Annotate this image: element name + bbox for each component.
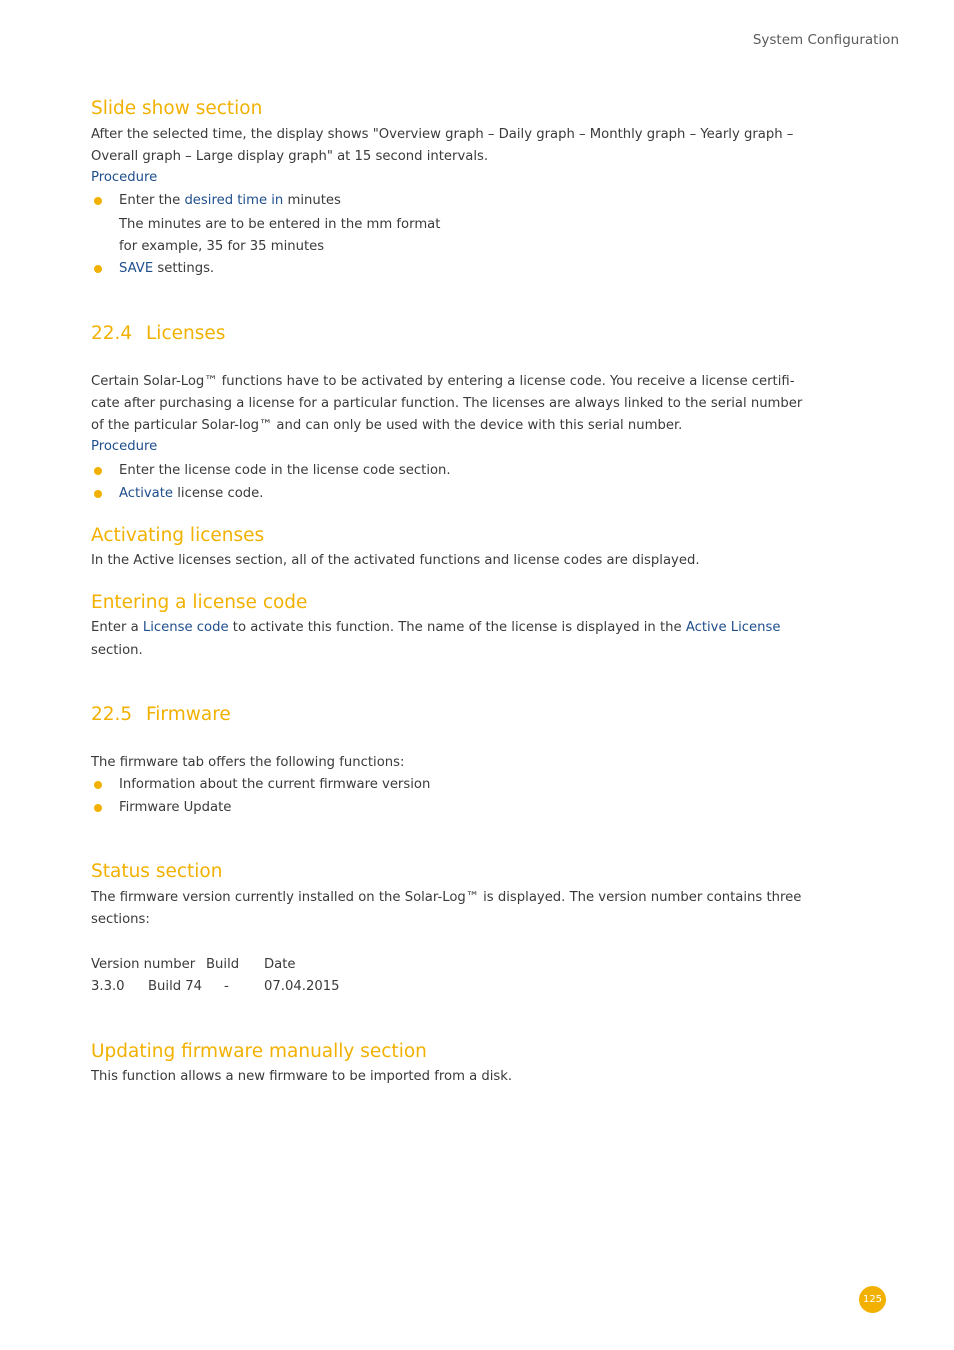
section-number: 22.4	[91, 323, 133, 344]
slideshow-procedure-label: Procedure	[91, 170, 158, 185]
bullet-dot-icon	[94, 804, 102, 812]
firmware-intro: The firmware tab offers the following functions:	[91, 755, 405, 770]
license-code-link[interactable]: License code	[142, 620, 229, 635]
licenses-bullet-enter-code	[91, 460, 591, 482]
bullet-text: Firmware Update	[119, 800, 232, 815]
slideshow-bullet-note-line2: for example, 35 for 35 minutes	[119, 239, 325, 254]
slideshow-paragraph-line1: After the selected time, the display shows "Overview graph – Daily graph – Monthly graph – Yearly graph –	[91, 127, 794, 142]
bullet-text: Enter the license code in the license code section.	[119, 463, 451, 478]
version-number-label: Version number	[91, 957, 196, 972]
licenses-paragraph-line3: of the particular Solar-log™ and can only be used with the device with this serial number.	[91, 418, 683, 433]
page-header-title: System Configuration	[752, 32, 899, 48]
licenses-paragraph-line2: cate after purchasing a license for a particular function. The licenses are always linked to the serial number	[91, 396, 803, 411]
build-value: Build 74	[148, 979, 203, 994]
activating-heading: Activating licenses	[91, 525, 265, 546]
section-number: 22.5	[91, 704, 133, 725]
firmware-section-heading	[91, 704, 231, 725]
bullet-text-post: settings.	[153, 261, 215, 276]
page-number-badge: 125	[859, 1286, 886, 1313]
bullet-dot-icon	[94, 265, 102, 273]
date-label: Date	[264, 957, 296, 972]
section-title: Firmware	[146, 704, 231, 725]
entering-paragraph-line2: section.	[91, 643, 143, 658]
bullet-dot-icon	[94, 197, 102, 205]
status-paragraph-line1: The firmware version currently installed on the Solar-Log™ is displayed. The version number contains three	[91, 890, 802, 905]
entering-heading: Entering a license code	[91, 592, 308, 613]
licenses-procedure-label: Procedure	[91, 439, 158, 454]
bullet-text-post: license code.	[173, 486, 264, 501]
desired-time-link[interactable]: desired time in	[184, 193, 284, 208]
entering-text-mid: to activate this function. The name of the license is displayed in the	[228, 620, 686, 635]
status-heading: Status section	[91, 861, 223, 882]
licenses-section-heading	[91, 323, 225, 344]
slideshow-bullet-save	[91, 258, 391, 280]
version-table	[0, 954, 954, 1004]
entering-text-pre: Enter a	[91, 620, 143, 635]
active-license-link[interactable]: Active License	[685, 620, 781, 635]
save-link[interactable]: SAVE	[119, 261, 154, 276]
bullet-dot-icon	[94, 781, 102, 789]
licenses-bullet-activate	[91, 483, 391, 505]
version-number-value: 3.3.0	[91, 979, 125, 994]
slideshow-bullet-note-line1: The minutes are to be entered in the mm format	[119, 217, 441, 232]
bullet-dot-icon	[94, 490, 102, 498]
separator: -	[224, 979, 229, 994]
firmware-bullet-info	[91, 774, 591, 796]
updating-paragraph: This function allows a new firmware to be imported from a disk.	[91, 1069, 513, 1084]
slideshow-bullet-desired-time	[91, 190, 491, 212]
status-paragraph-line2: sections:	[91, 912, 150, 927]
bullet-text-post: minutes	[283, 193, 341, 208]
slideshow-heading: Slide show section	[91, 98, 263, 119]
activating-paragraph: In the Active licenses section, all of the activated functions and license codes are displayed.	[91, 553, 700, 568]
date-value: 07.04.2015	[264, 979, 340, 994]
bullet-text-pre: Enter the	[119, 193, 185, 208]
firmware-bullet-update	[91, 797, 391, 819]
slideshow-paragraph-line2: Overall graph – Large display graph" at 15 second intervals.	[91, 149, 489, 164]
activate-link[interactable]: Activate	[119, 486, 174, 501]
bullet-text: Information about the current firmware version	[119, 777, 431, 792]
section-title: Licenses	[146, 323, 226, 344]
entering-paragraph-line1	[91, 617, 781, 639]
updating-heading: Updating firmware manually section	[91, 1041, 427, 1062]
build-label: Build	[206, 957, 240, 972]
bullet-dot-icon	[94, 467, 102, 475]
licenses-paragraph-line1: Certain Solar-Log™ functions have to be activated by entering a license code. You receive a license certifi-	[91, 374, 795, 389]
